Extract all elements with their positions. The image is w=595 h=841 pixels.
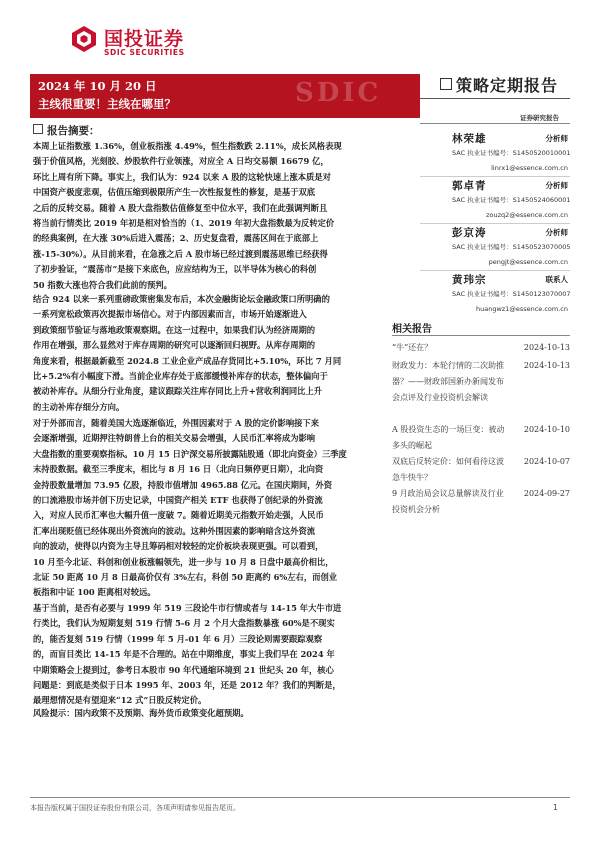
brand-name-en: SDIC SECURITIES [104, 48, 185, 57]
report-date: 2024 年 10 月 20 日 [38, 79, 157, 93]
department-label: 证券研究报告 [520, 114, 559, 122]
paragraph-line: 的，而盲目类比 14-15 年是不合理的。站在中期维度，事实上我们早在 2024 年 [33, 649, 335, 660]
checkbox-icon [33, 124, 43, 134]
paragraph-line: 向的波动，使得以内资为主导且筹码相对较轻的定价板块表现更强。可以看到， [33, 541, 324, 552]
paragraph-line: 环比上周有所下降。事实上，我们认为：924 以来 A 股的这轮快速上涨本质是对 [33, 171, 331, 182]
paragraph-line: 到政策细节验证与落地政策观察期。在这一过程中，如果我们认为经济周期的 [33, 324, 316, 335]
paragraph-line: 北证 50 距离 10 月 8 日最高价仅有 3%左右，科创 50 距离约 6%左右，而创业 [33, 572, 338, 583]
paragraph-line: 入，对应人民币汇率也大幅升值一度破 7。随着近期美元指数开始走强，人民币 [33, 510, 324, 521]
paragraph-line: 问题是：到底是类似于日本 1995 年、2003 年，还是 2012 年？我们的判断是， [33, 680, 341, 691]
paragraph-line: 之后的反转交易。随着 A 股大盘指数估值修复至中位水平，我们在此强调判断且 [33, 202, 328, 213]
paragraph-line: 被动补库存。从细分行业角度，建议跟踪关注库存同比上升+营收利润同比上升 [33, 386, 323, 397]
divider [420, 98, 570, 99]
summary-heading: 报告摘要： [33, 123, 100, 138]
paragraph-line: 板指和中证 100 距离相对较远。 [33, 587, 156, 598]
paragraph-line: 基于当前，是否有必要与 1999 年 519 三段论牛市行情或者与 14-15 年大牛市进 [33, 603, 342, 613]
logo-mark-icon [70, 24, 98, 54]
divider [420, 123, 570, 124]
title-banner [30, 74, 420, 118]
paragraph-line: 会逐渐增强，近期押注特朗普上台的相关交易会增强，人民币汇率将成为影响 [33, 433, 316, 444]
paragraph-line: 强于价值风格，光刻胶、炒股软件行业领涨，对应全 A 日均交易额 16679 亿， [33, 156, 329, 167]
summary-paragraph-2 [33, 292, 414, 415]
report-type [440, 73, 575, 97]
related-reports-heading: 相关报告 [392, 324, 432, 335]
paragraph-line: 最理想情况是有望迎来“12 式”日股反转定价。 [33, 695, 207, 706]
banner-watermark: SDIC [295, 78, 382, 108]
footer-disclaimer: 本报告版权属于国投证券股份有限公司，各项声明请参见报告尾页。 [30, 804, 240, 812]
paragraph-line: 行类比，我们认为短期复刻 519 行情 5-6 月 2 个月大盘指数暴涨 60%是不现实 [33, 618, 335, 629]
paragraph-line: 对于外部而言，随着美国大选逐渐临近，外围因素对于 A 股的定价影响接下来 [33, 418, 320, 428]
related-report-item[interactable]: 双底后反转定价：如何看待这波急牛快牛？ 2024-10-07 [392, 457, 570, 482]
footer-divider [30, 797, 570, 798]
related-report-item[interactable]: “牛”还在？ 2024-10-13 [392, 343, 570, 352]
summary-paragraph-4 [33, 601, 414, 709]
report-type-label: 策略定期报告 [456, 76, 559, 95]
paragraph-line: 金持股数量增加 73.95 亿股，持股市值增加 4965.88 亿元。在国庆期间，外资 [33, 479, 333, 490]
paragraph-line: 的，能否复刻 519 行情（1999 年 5 月-01 年 6 月）三段论则需要跟踪观察 [33, 633, 323, 644]
analyst-email[interactable]: zouzq2@essence.com.cn [486, 211, 568, 219]
risk-warning: 风险提示：国内政策不及预期、海外货币政策变化超预期。 [33, 708, 249, 718]
paragraph-line: 结合 924 以来一系列重磅政策密集发布后，本次金融街论坛金融政策口所明确的 [33, 294, 330, 304]
paragraph-line: 涨-15-30%）。从目前来看，在急涨之后 A 股市场已经过渡到震荡思维已经获得 [33, 248, 328, 259]
paragraph-line: 一系列宽松政策再次提振市场信心。对于内部因素而言，市场开始逐渐进入 [33, 309, 307, 320]
paragraph-line: 大盘指数的重要观察指标。10 月 15 日沪深交易所披露陆股通（即北向资金）三季度 [33, 448, 347, 459]
related-report-item[interactable]: 9 月政治局会议总量解读及行业投资机会分析 2024-09-27 [392, 489, 570, 514]
paragraph-line: 末持股数据。截至三季度末，相比与 8 月 16 日（北向日频停更日期），北向资 [33, 464, 324, 475]
brand-name-cn: 国投证券 [104, 28, 185, 50]
analyst-email[interactable]: pengjt@essence.com.cn [488, 258, 568, 266]
paragraph-line: 的主动补库存细分方向。 [33, 401, 125, 412]
summary-paragraph-1 [33, 139, 414, 293]
paragraph-line: 中期策略会上提到过，参考日本股市 90 年代通缩环境到 21 世纪头 20 年，核心 [33, 664, 334, 675]
summary-paragraph-3 [33, 416, 414, 601]
brand-logo [70, 22, 200, 62]
paragraph-line: 中国资产极度悲观，估值压缩到极限所产生一次性报复性的修复，是基于双底 [33, 187, 316, 198]
paragraph-line: 50 指数大涨也符合我们此前的预判。 [33, 279, 172, 290]
related-report-item[interactable]: A 股投资生态的一场巨变：被动多头的崛起 2024-10-10 [392, 425, 570, 450]
analyst-email[interactable]: linrx1@essence.com.cn [491, 164, 568, 172]
paragraph-line: 的口流港股市场并创下历史记录，中国资产相关 ETF 也获得了创纪录的外资流 [33, 495, 323, 506]
report-title: 主线很重要！主线在哪里？ [38, 97, 176, 111]
analyst-email[interactable]: huangwz1@essence.com.cn [475, 305, 568, 313]
page-number: 1 [553, 803, 558, 812]
paragraph-line: 10 月至今北证、科创和创业板涨幅领先，进一步与 10 月 8 日盘中最高价相比， [33, 556, 334, 567]
paragraph-line: 比+5.2%有小幅度下滑。当前企业库存处于底部缓慢补库存的状态，整体偏向于 [33, 371, 328, 382]
related-report-item[interactable]: 财政发力：本轮行情的二次助推器？——财政部国新办新闻发布会点评及行业投资机会解读 2024-10-13 [392, 361, 570, 402]
paragraph-line: 了初步验证，“震荡市”是接下来底色，应应结构为王，以半导体为核心的科创 [33, 264, 317, 275]
paragraph-line: 将当前行情类比 2019 年初是相对恰当的（1、2019 年初大盘指数最为反转定价 [33, 218, 335, 229]
paragraph-line: 作用在增强，那么显然对于库存周期的研究可以逐渐回归视野。从库存周期的 [33, 340, 316, 351]
paragraph-line: 汇率出现贬值已经体现出外资流向的波动。这种外围因素的影响暗含这外资流 [33, 525, 316, 536]
paragraph-line: 本周上证指数涨 1.36%，创业板指涨 4.49%，恒生指数跌 2.11%，成长风格表现 [33, 141, 342, 151]
divider [392, 335, 570, 336]
paragraph-line: 角度来看，根据最新截至 2024.8 工业企业产成品存货同比+5.10%，环比 7 月同 [33, 355, 342, 366]
paragraph-line: 的经典案例，在大涨 30%后进入震荡；2、历史复盘看，震荡区间在于底部上 [33, 233, 319, 244]
chart-icon [440, 78, 452, 90]
